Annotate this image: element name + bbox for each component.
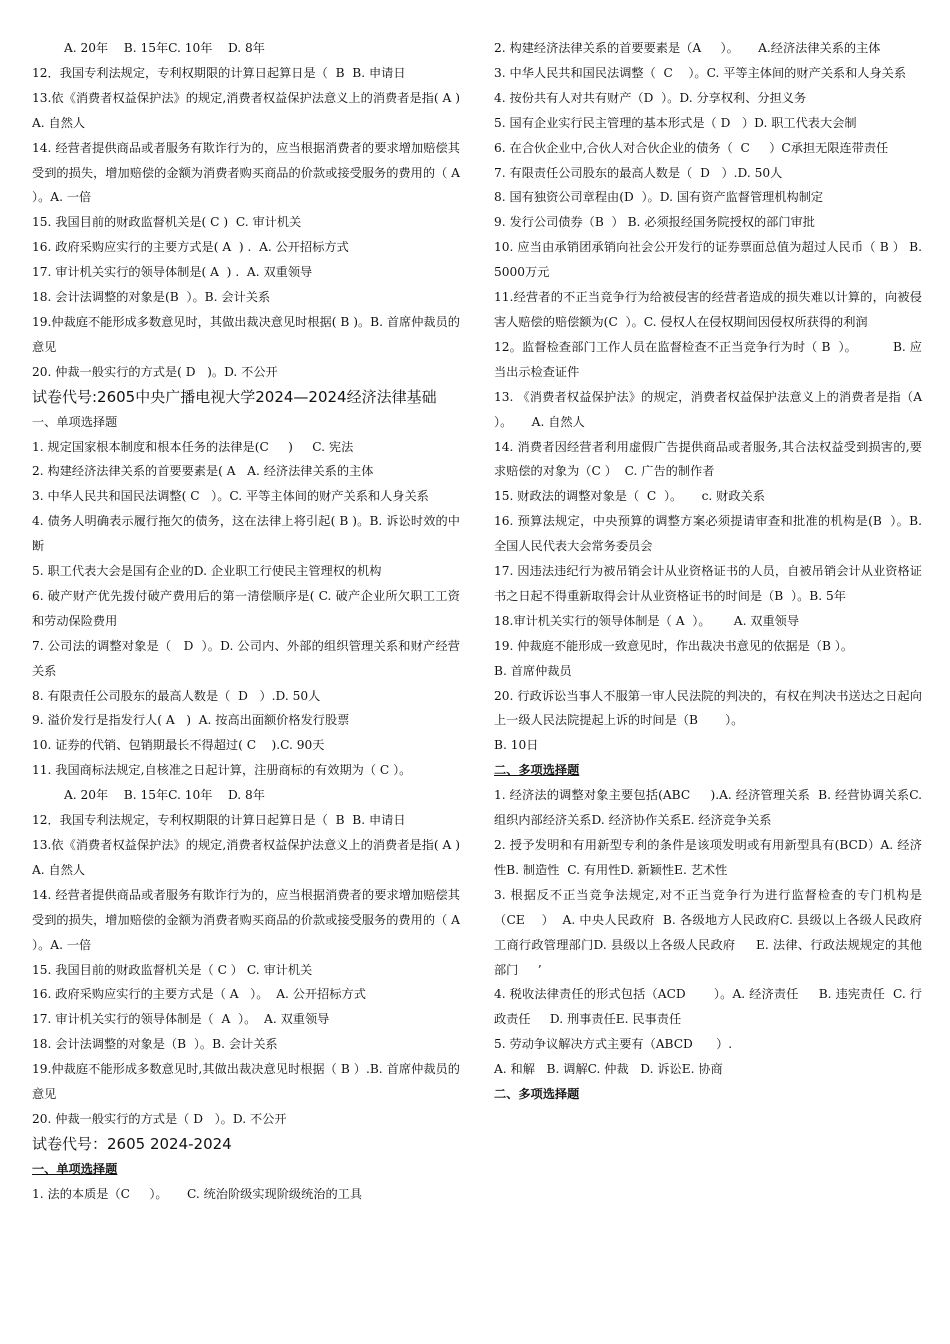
question-paragraph: 13.依《消费者权益保护法》的规定,消费者权益保护法意义上的消费者是指( A ) A. 自然人 (32, 90, 464, 130)
question-paragraph: 16. 政府采购应实行的主要方式是（ A ）。 A. 公开招标方式 (32, 987, 366, 1002)
question-paragraph: 12．我国专利法规定，专利权期限的计算日起算日是（ B B. 申请日 (32, 813, 406, 828)
question-paragraph: 16. 预算法规定，中央预算的调整方案必须提请审查和批准的机构是(B ）。B. 全国人民代表大会常务委员会 (494, 514, 926, 554)
question-paragraph: 5. 国有企业实行民主管理的基本形式是（ D ）D. 职工代表大会制 (494, 115, 857, 130)
question-paragraph: 11. 我国商标法规定,自核准之日起计算，注册商标的有效期为（ C ）。 (32, 763, 412, 778)
question-paragraph: 19.仲裁庭不能形成多数意见时，其做出裁决意见时根据( B )。B. 首席仲裁员的意见 (32, 314, 460, 354)
section-heading: 试卷代号：2605 2024-2024 (32, 1134, 232, 1153)
question-paragraph: B. 首席仲裁员 (494, 663, 572, 678)
question-paragraph: 8. 国有独资公司章程由(D ）。D. 国有资产监督管理机构制定 (494, 190, 824, 205)
question-paragraph: 15. 我国目前的财政监督机关是（ C ） C. 审计机关 (32, 962, 313, 977)
question-paragraph: 9. 发行公司债券（B ） B. 必须报经国务院授权的部门审批 (494, 215, 815, 230)
question-paragraph: 18. 会计法调整的对象是(B ）。B. 会计关系 (32, 290, 271, 305)
question-paragraph: 11.经营者的不正当竞争行为给被侵害的经营者造成的损失难以计算的，向被侵害人赔偿的赔偿额为(C ）。C. 侵权人在侵权期间因侵权所获得的利润 (494, 290, 922, 329)
question-paragraph: 4. 税收法律责任的形式包括（ACD ）。A. 经济责任 B. 违宪责任 C. 行政责任 D. 刑事责任E. 民事责任 (494, 987, 922, 1027)
question-paragraph: 19. 仲裁庭不能形成一致意见时，作出裁决书意见的依据是（B ）。 (494, 638, 854, 653)
question-paragraph: 1. 经济法的调整对象主要包括(ABC ).A. 经济管理关系 B. 经营协调关系C. 组织内部经济关系D. 经济协作关系E. 经济竞争关系 (494, 788, 926, 828)
question-paragraph: 20. 仲裁一般实行的方式是( D )。D. 不公开 (32, 364, 278, 379)
document-page (32, 36, 942, 1326)
question-paragraph: A. 20年 B. 15年C. 10年 D. 8年 (64, 41, 265, 55)
question-paragraph: 13.依《消费者权益保护法》的规定,消费者权益保护法意义上的消费者是指( A ) A. 自然人 (32, 838, 464, 877)
question-paragraph: 14. 经营者提供商品或者服务有欺诈行为的，应当根据消费者的要求增加赔偿其受到的损失，增加赔偿的金额为消费者购买商品的价款或接受服务的费用的（ A ）。A. 一倍 (32, 140, 468, 205)
question-paragraph: 17. 审计机关实行的领导体制是（ A ）。 A. 双重领导 (32, 1012, 330, 1027)
question-paragraph: 10. 证券的代销、包销期最长不得超过( C ).C. 90天 (32, 738, 325, 753)
question-paragraph: 6. 破产财产优先拨付破产费用后的第一清偿顺序是( C. 破产企业所欠职工工资和劳动保险费用 (32, 588, 460, 628)
question-paragraph: 15. 财政法的调整对象是（ C ）。 c. 财政关系 (494, 489, 765, 504)
question-paragraph: 2. 构建经济法律关系的首要要素是（A ）。 A.经济法律关系的主体 (494, 41, 881, 55)
question-paragraph: 7. 公司法的调整对象是（ D ）。D. 公司内、外部的组织管理关系和财产经营关系 (32, 638, 460, 678)
question-paragraph: 5. 劳动争议解决方式主要有（ABCD ）. (494, 1037, 733, 1052)
question-paragraph: 9. 溢价发行是指发行人( A ) A. 按高出面额价格发行股票 (32, 713, 350, 728)
question-paragraph: B. 10日 (494, 738, 539, 753)
question-paragraph: 19.仲裁庭不能形成多数意见时,其做出裁决意见时根据（ B ）.B. 首席仲裁员的意见 (32, 1062, 460, 1102)
question-paragraph: 3. 中华人民共和国民法调整( C ）。C. 平等主体间的财产关系和人身关系 (32, 489, 429, 504)
question-paragraph: 17. 因违法违纪行为被吊销会计从业资格证书的人员，自被吊销会计从业资格证书之日起不得重新取得会计从业资格证书的时间是（B ）。B. 5年 (494, 564, 922, 603)
question-paragraph: 3. 中华人民共和国民法调整（ C ）。C. 平等主体间的财产关系和人身关系 (494, 65, 907, 80)
right-column (494, 36, 942, 1326)
section-heading: 一、单项选择题 (32, 1161, 118, 1176)
section-heading: 二、多项选择题 (494, 1087, 580, 1102)
question-paragraph: 1. 法的本质是（C ）。 C. 统治阶级实现阶级统治的工具 (32, 1186, 363, 1201)
question-paragraph: 14. 消费者因经营者利用虚假广告提供商品或者服务,其合法权益受到损害的,要求赔偿的对象为（C ） C. 广告的制作者 (494, 439, 922, 479)
question-paragraph: 18. 会计法调整的对象是（B ）。B. 会计关系 (32, 1037, 278, 1052)
question-paragraph: 2. 构建经济法律关系的首要要素是( A A. 经济法律关系的主体 (32, 464, 374, 479)
question-paragraph: 18.审计机关实行的领导体制是（ A ）。 A. 双重领导 (494, 613, 800, 628)
question-paragraph: 20. 仲裁一般实行的方式是（ D ）。D. 不公开 (32, 1111, 287, 1126)
question-paragraph: 12。监督检查部门工作人员在监督检查不正当竞争行为时（ B ）。 B. 应当出示检查证件 (494, 339, 922, 379)
left-column (32, 36, 468, 1326)
question-paragraph: 一、单项选择题 (32, 414, 118, 429)
question-paragraph: 13. 《消费者权益保护法》的规定，消费者权益保护法意义上的消费者是指（A ）。 A. 自然人 (494, 389, 930, 429)
question-paragraph: 12．我国专利法规定，专利权期限的计算日起算日是（ B B. 申请日 (32, 65, 406, 80)
question-paragraph: 4. 按份共有人对共有财产（D ）。D. 分享权利、分担义务 (494, 90, 807, 105)
question-paragraph: 6. 在合伙企业中,合伙人对合伙企业的债务（ C ）C承担无限连带责任 (494, 140, 889, 155)
question-paragraph: 3. 根据反不正当竞争法规定,对不正当竞争行为进行监督检查的专门机构是 （CE ） A. 中央人民政府 B. 各级地方人民政府C. 县级以上各级人民政府工商行政管理部门D. 县级以上各级人民政府 E. 法律、行政法规规定的其他部门 ’ (494, 887, 942, 977)
question-paragraph: 1. 规定国家根本制度和根本任务的法律是(C ) C. 宪法 (32, 439, 354, 454)
section-heading: 二、多项选择题 (494, 763, 580, 778)
question-paragraph: 2. 授予发明和有用新型专利的条件是该项发明或有用新型具有(BCD）A. 经济性B. 制造性 C. 有用性D. 新颖性E. 艺术性 (494, 838, 922, 877)
question-paragraph: 5. 职工代表大会是国有企业的D. 企业职工行使民主管理权的机构 (32, 564, 382, 579)
question-paragraph: 10. 应当由承销团承销向社会公开发行的证券票面总值为超过人民币（ B ） B. 5000万元 (494, 240, 926, 280)
question-paragraph: A. 20年 B. 15年C. 10年 D. 8年 (64, 788, 265, 803)
question-paragraph: 15. 我国目前的财政监督机关是( C ) C. 审计机关 (32, 215, 302, 230)
question-paragraph: 14. 经营者提供商品或者服务有欺诈行为的，应当根据消费者的要求增加赔偿其受到的损失，增加赔偿的金额为消费者购买商品的价款或接受服务的费用的（ A ）。A. 一倍 (32, 887, 468, 952)
question-paragraph: A. 和解 B. 调解C. 仲裁 D. 诉讼E. 协商 (494, 1062, 723, 1077)
question-paragraph: 16. 政府采购应实行的主要方式是( A ) . A. 公开招标方式 (32, 240, 349, 255)
question-paragraph: 8. 有限责任公司股东的最高人数是（ D ）.D. 50人 (32, 688, 321, 703)
question-paragraph: 20. 行政诉讼当事人不服第一审人民法院的判决的，有权在判决书送达之日起向上一级人民法院提起上诉的时间是（B ）。 (494, 688, 922, 728)
question-paragraph: 17. 审计机关实行的领导体制是( A ) . A. 双重领导 (32, 265, 313, 280)
section-heading: 试卷代号:2605中央广播电视大学2024—2024经济法律基础 (32, 387, 437, 406)
question-paragraph: 4. 债务人明确表示履行拖欠的债务，这在法律上将引起( B )。B. 诉讼时效的中断 (32, 514, 460, 554)
question-paragraph: 7. 有限责任公司股东的最高人数是（ D ）.D. 50人 (494, 165, 783, 180)
